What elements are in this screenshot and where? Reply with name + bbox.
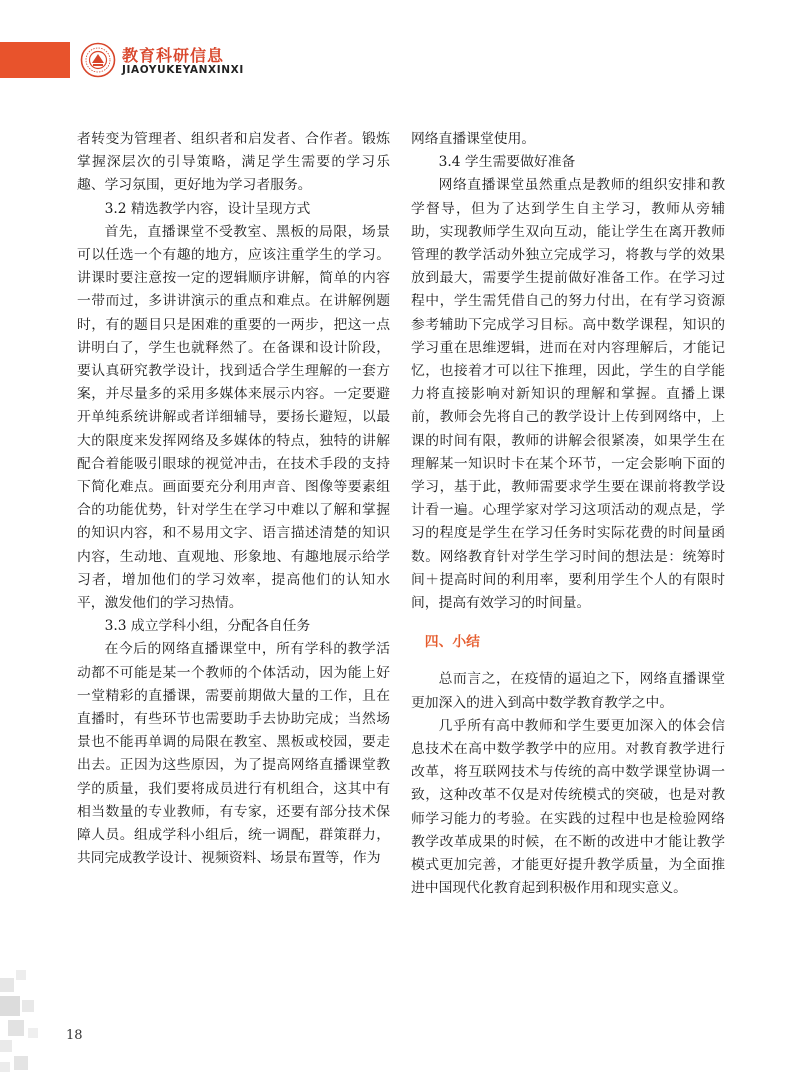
paragraph: 者转变为管理者、组织者和启发者、合作者。锻炼掌握深层次的引导策略，满足学生需要的学习乐趣、学习氛围，更好地为学习者服务。	[77, 131, 390, 194]
paragraph: 总而言之，在疫情的逼迫之下，网络直播课堂更加深入的进入到高中数学教育教学之中。	[411, 671, 725, 711]
paragraph: 在今后的网络直播课堂中，所有学科的教学活动都不可能是某一个教师的个体活动，因为能上好一堂精彩的直播课，需要前期做大量的工作，且在直播时，有些环节也需要助手去协助完成；当然场景也不能再单调的局限在教室、黑板或校园，要走出去。正因为这些原因，为了提高网络直播课堂教学的质量，我们要将成员进行有机组合，这其中有相当数量的专业教师，有专家，还要有部分技术保障人员。组成学科小组后，统一调配，群策群力，共同完成教学设计、视频资料、场景布置等，作为	[77, 641, 390, 867]
section-heading-3-2: 3.2 精选教学内容，设计呈现方式	[104, 200, 311, 217]
journal-title-cn: 教育科研信息	[122, 46, 225, 65]
page-number: 18	[66, 1028, 83, 1043]
section-heading-3-3: 3.3 成立学科小组，分配各自任务	[104, 618, 311, 635]
paragraph: 网络直播课堂使用。	[411, 131, 536, 147]
paragraph: 网络直播课堂虽然重点是教师的组织安排和教学督导，但为了达到学生自主学习，教师从旁辅助，实现教师学生双向互动，能让学生在离开教师管理的教学活动外独立完成学习，将教与学的效果放到最大，需要学生提前做好准备工作。在学习过程中，学生需凭借自己的努力付出，在有学习资源参考辅助下完成学习目标。高中数学课程，知识的学习重在思维逻辑，进而在对内容理解后，才能记忆，也接着才可以往下推理，因此，学生的自学能力将直接影响对新知识的理解和掌握。直播上课前，教师会先将自己的教学设计上传到网络中，上课的时间有限，教师的讲解会很紧凑，如果学生在理解某一知识时卡在某个环节，一定会影响下面的学习，基于此，教师需要求学生要在课前将教学设计看一遍。心理学家对学习这项活动的观点是，学习的程度是学生在学习任务时实际花费的时间量函数。网络教育针对学生学习时间的想法是：统筹时间＋提高时间的利用率，要利用学生个人的有限时间，提高有效学习的时间量。	[411, 177, 725, 612]
paragraph: 几乎所有高中教师和学生要更加深入的体会信息技术在高中数学教学中的应用。对教育教学进行改革，将互联网技术与传统的高中数学课堂协调一致，这种改革不仅是对传统模式的突破，也是对教师学习能力的考验。在实践的过程中也是检验网络教学改革成果的时候，在不断的改进中才能让教学模式更加完善，才能更好提升教学质量，为全面推进中国现代化教育起到积极作用和现实意义。	[411, 717, 725, 897]
section-heading-4: 四、小结	[424, 634, 480, 651]
paragraph: 首先，直播课堂不受教室、黑板的局限，场景可以任选一个有趣的地方，应该注重学生的学习。讲课时要注意按一定的逻辑顺序讲解，简单的内容一带而过，多讲讲演示的重点和难点。在讲解例题时，有的题目只是困难的重要的一两步，把这一点讲明白了，学生也就释然了。在备课和设计阶段，要认真研究教学设计，找到适合学生理解的一套方案，并尽量多的采用多媒体来展示内容。一定要避开单纯系统讲解或者详细辅导，要扬长避短，以最大的限度来发挥网络及多媒体的特点，独特的讲解配合着能吸引眼球的视觉冲击，在技术手段的支持下简化难点。画面要充分利用声音、图像等要素组合的功能优势，针对学生在学习中难以了解和掌握的知识内容，和不易用文字、语言描述清楚的知识内容，生动地、直观地、形象地、有趣地展示给学习者，增加他们的学习效率，提高他们的认知水平，激发他们的学习热情。	[77, 223, 390, 612]
decorative-squares	[0, 970, 60, 1077]
right-column	[411, 128, 725, 901]
journal-seal-icon	[80, 42, 116, 78]
section-heading-3-4: 3.4 学生需要做好准备	[438, 154, 576, 171]
header-accent-bar	[0, 42, 70, 78]
left-column	[77, 128, 390, 871]
journal-title-en: JIAOYUKEYANXINXI	[122, 64, 244, 76]
